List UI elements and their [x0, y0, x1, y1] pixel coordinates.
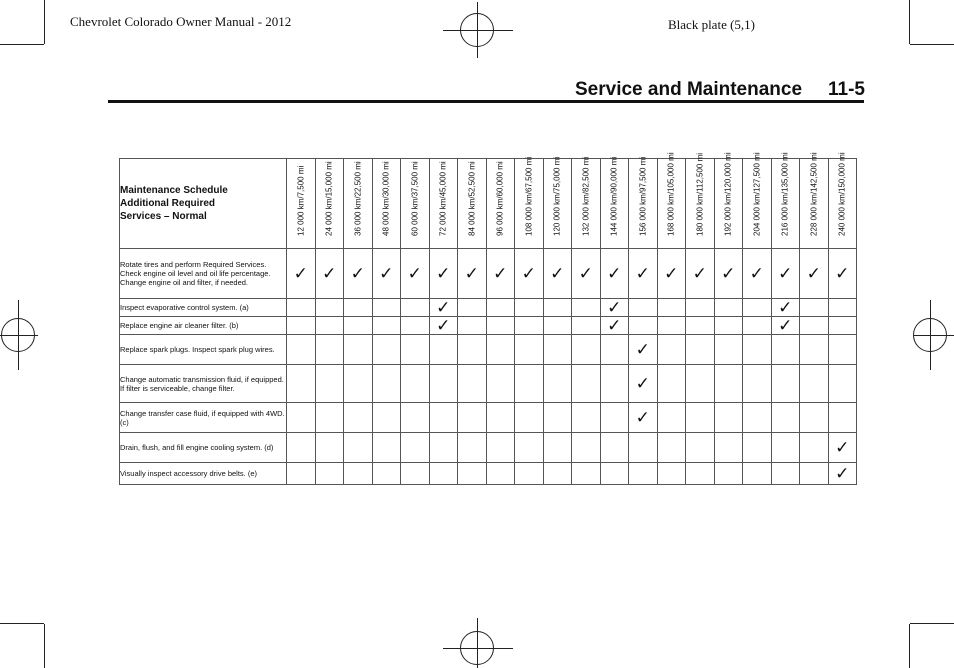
check-mark-icon: ✓ — [664, 264, 679, 283]
schedule-cell — [543, 249, 572, 299]
schedule-cell — [344, 299, 373, 317]
schedule-cell — [828, 317, 857, 335]
schedule-cell — [800, 335, 829, 365]
check-mark-icon: ✓ — [806, 264, 821, 283]
schedule-cell — [429, 365, 458, 403]
check-mark-icon: ✓ — [578, 264, 593, 283]
schedule-cell — [287, 463, 316, 485]
interval-label: 24 000 km/15,000 mi — [324, 161, 334, 236]
schedule-cell — [372, 249, 401, 299]
schedule-cell — [686, 463, 715, 485]
schedule-cell — [458, 299, 487, 317]
schedule-cell — [401, 433, 430, 463]
check-mark-icon: ✓ — [464, 264, 479, 283]
manual-title: Chevrolet Colorado Owner Manual - 2012 — [70, 14, 292, 29]
schedule-cell — [458, 403, 487, 433]
schedule-cell — [344, 463, 373, 485]
schedule-cell — [600, 249, 629, 299]
interval-header — [771, 152, 800, 249]
schedule-cell — [515, 335, 544, 365]
interval-header — [458, 159, 487, 249]
schedule-cell — [315, 403, 344, 433]
interval-header — [629, 156, 658, 249]
schedule-cell — [657, 317, 686, 335]
check-mark-icon: ✓ — [749, 264, 764, 283]
schedule-cell — [543, 463, 572, 485]
check-mark-icon: ✓ — [379, 264, 394, 283]
schedule-cell — [515, 299, 544, 317]
schedule-cell — [743, 365, 772, 403]
schedule-cell — [686, 365, 715, 403]
schedule-cell — [714, 317, 743, 335]
check-mark-icon: ✓ — [436, 316, 451, 335]
schedule-cell — [828, 299, 857, 317]
schedule-cell — [629, 403, 658, 433]
crop-mark — [44, 0, 45, 44]
schedule-cell — [543, 299, 572, 317]
schedule-cell — [771, 335, 800, 365]
interval-label: 156 000 km/97,500 mi — [638, 156, 648, 236]
interval-label: 96 000 km/60,000 mi — [495, 161, 505, 236]
interval-header — [515, 156, 544, 249]
check-mark-icon: ✓ — [692, 264, 707, 283]
schedule-cell — [572, 365, 601, 403]
schedule-cell — [828, 433, 857, 463]
interval-label: 180 000 km/112,500 mi — [695, 152, 705, 236]
interval-label: 72 000 km/45,000 mi — [438, 161, 448, 236]
crop-mark — [0, 623, 44, 624]
schedule-cell — [600, 335, 629, 365]
schedule-cell — [800, 249, 829, 299]
schedule-cell — [372, 463, 401, 485]
schedule-cell — [714, 249, 743, 299]
schedule-cell — [600, 365, 629, 403]
schedule-cell — [543, 403, 572, 433]
schedule-cell — [686, 403, 715, 433]
schedule-cell — [515, 249, 544, 299]
crop-mark — [910, 623, 954, 624]
schedule-cell — [743, 335, 772, 365]
schedule-cell — [287, 403, 316, 433]
schedule-cell — [771, 317, 800, 335]
schedule-cell — [401, 403, 430, 433]
interval-label: 36 000 km/22,500 mi — [353, 161, 363, 236]
schedule-cell — [315, 463, 344, 485]
schedule-cell — [714, 335, 743, 365]
schedule-cell — [629, 433, 658, 463]
schedule-cell — [515, 317, 544, 335]
interval-header — [600, 156, 629, 249]
crop-mark — [910, 44, 954, 45]
check-mark-icon: ✓ — [436, 264, 451, 283]
interval-label: 228 000 km/142,500 mi — [809, 152, 819, 236]
service-description: Change transfer case fluid, if equipped with 4WD. (c) — [120, 403, 287, 433]
schedule-cell — [686, 249, 715, 299]
schedule-cell — [600, 433, 629, 463]
table-row — [120, 365, 857, 403]
schedule-cell — [572, 403, 601, 433]
schedule-cell — [572, 249, 601, 299]
interval-header — [686, 152, 715, 249]
table-row — [120, 463, 857, 485]
plate-label: Black plate (5,1) — [668, 17, 755, 32]
check-mark-icon: ✓ — [635, 374, 650, 393]
interval-header — [486, 159, 515, 249]
interval-label: 192 000 km/120,000 mi — [723, 152, 733, 236]
corner-line: Services – Normal — [120, 211, 207, 222]
table-corner-heading — [120, 159, 287, 249]
service-description: Inspect evaporative control system. (a) — [120, 299, 287, 317]
schedule-cell — [429, 433, 458, 463]
schedule-cell — [771, 403, 800, 433]
schedule-cell — [771, 299, 800, 317]
schedule-cell — [344, 317, 373, 335]
schedule-cell — [686, 335, 715, 365]
schedule-cell — [486, 433, 515, 463]
interval-header — [401, 159, 430, 249]
schedule-cell — [714, 365, 743, 403]
table-row — [120, 433, 857, 463]
schedule-cell — [600, 403, 629, 433]
schedule-cell — [344, 365, 373, 403]
schedule-cell — [629, 249, 658, 299]
schedule-cell — [572, 335, 601, 365]
interval-label: 216 000 km/135,000 mi — [780, 152, 790, 236]
check-mark-icon: ✓ — [436, 298, 451, 317]
schedule-cell — [629, 365, 658, 403]
schedule-cell — [401, 249, 430, 299]
schedule-cell — [800, 403, 829, 433]
schedule-cell — [828, 403, 857, 433]
interval-header — [429, 159, 458, 249]
schedule-cell — [401, 335, 430, 365]
schedule-cell — [287, 433, 316, 463]
schedule-cell — [771, 249, 800, 299]
schedule-cell — [743, 299, 772, 317]
interval-label: 84 000 km/52,500 mi — [467, 161, 477, 236]
schedule-cell — [372, 299, 401, 317]
schedule-cell — [800, 365, 829, 403]
schedule-cell — [714, 403, 743, 433]
interval-label: 144 000 km/90,000 mi — [609, 156, 619, 236]
schedule-cell — [600, 317, 629, 335]
crop-mark — [44, 624, 45, 668]
schedule-cell — [686, 299, 715, 317]
schedule-cell — [657, 299, 686, 317]
schedule-cell — [657, 463, 686, 485]
maintenance-schedule-table — [119, 152, 857, 485]
schedule-cell — [344, 403, 373, 433]
table-row — [120, 299, 857, 317]
schedule-cell — [600, 299, 629, 317]
schedule-cell — [429, 335, 458, 365]
interval-header — [315, 159, 344, 249]
schedule-cell — [458, 433, 487, 463]
check-mark-icon: ✓ — [407, 264, 422, 283]
schedule-cell — [458, 317, 487, 335]
schedule-cell — [657, 403, 686, 433]
header-rule — [108, 100, 864, 103]
crop-mark — [0, 44, 44, 45]
schedule-cell — [657, 249, 686, 299]
schedule-cell — [287, 249, 316, 299]
corner-line: Maintenance Schedule — [120, 185, 228, 196]
service-description: Drain, flush, and fill engine cooling system. (d) — [120, 433, 287, 463]
schedule-cell — [372, 317, 401, 335]
schedule-cell — [401, 299, 430, 317]
schedule-cell — [315, 249, 344, 299]
interval-label: 204 000 km/127,500 mi — [752, 152, 762, 236]
crop-mark — [909, 0, 910, 44]
schedule-cell — [486, 317, 515, 335]
interval-header — [372, 159, 401, 249]
schedule-cell — [486, 365, 515, 403]
check-mark-icon: ✓ — [293, 264, 308, 283]
page-number: 11-5 — [828, 79, 865, 100]
interval-label: 120 000 km/75,000 mi — [552, 156, 562, 236]
table-row — [120, 403, 857, 433]
service-description: Visually inspect accessory drive belts. (e) — [120, 463, 287, 485]
schedule-cell — [458, 463, 487, 485]
schedule-cell — [800, 299, 829, 317]
schedule-cell — [315, 433, 344, 463]
schedule-cell — [771, 433, 800, 463]
interval-label: 60 000 km/37,500 mi — [410, 161, 420, 236]
check-mark-icon: ✓ — [635, 408, 650, 427]
schedule-cell — [572, 299, 601, 317]
interval-header — [800, 152, 829, 249]
check-mark-icon: ✓ — [607, 264, 622, 283]
schedule-cell — [315, 365, 344, 403]
schedule-cell — [686, 317, 715, 335]
schedule-cell — [515, 463, 544, 485]
schedule-cell — [800, 463, 829, 485]
service-description: Change automatic transmission fluid, if equipped. If filter is serviceable, change filter. — [120, 365, 287, 403]
schedule-cell — [714, 433, 743, 463]
interval-header — [657, 152, 686, 249]
interval-header — [543, 156, 572, 249]
schedule-cell — [401, 365, 430, 403]
schedule-cell — [486, 249, 515, 299]
schedule-cell — [458, 365, 487, 403]
schedule-cell — [429, 463, 458, 485]
schedule-cell — [372, 365, 401, 403]
schedule-cell — [486, 463, 515, 485]
crop-mark — [909, 624, 910, 668]
check-mark-icon: ✓ — [350, 264, 365, 283]
interval-header — [743, 152, 772, 249]
schedule-cell — [315, 299, 344, 317]
schedule-cell — [657, 365, 686, 403]
interval-label: 240 000 km/150,000 mi — [837, 152, 847, 236]
schedule-cell — [714, 463, 743, 485]
check-mark-icon: ✓ — [607, 316, 622, 335]
schedule-cell — [743, 463, 772, 485]
schedule-cell — [458, 249, 487, 299]
schedule-cell — [714, 299, 743, 317]
schedule-cell — [800, 433, 829, 463]
schedule-cell — [287, 317, 316, 335]
schedule-cell — [486, 299, 515, 317]
schedule-cell — [401, 463, 430, 485]
interval-label: 108 000 km/67,500 mi — [524, 156, 534, 236]
schedule-cell — [629, 299, 658, 317]
table-header-row — [120, 159, 857, 249]
service-description: Replace spark plugs. Inspect spark plug wires. — [120, 335, 287, 365]
schedule-cell — [743, 249, 772, 299]
corner-line: Additional Required — [120, 198, 215, 209]
schedule-cell — [572, 433, 601, 463]
schedule-cell — [372, 335, 401, 365]
schedule-cell — [315, 317, 344, 335]
interval-label: 168 000 km/105,000 mi — [666, 152, 676, 236]
interval-header — [287, 159, 316, 249]
schedule-cell — [543, 317, 572, 335]
interval-header — [714, 152, 743, 249]
check-mark-icon: ✓ — [721, 264, 736, 283]
schedule-cell — [828, 249, 857, 299]
check-mark-icon: ✓ — [835, 464, 850, 483]
check-mark-icon: ✓ — [835, 264, 850, 283]
schedule-cell — [458, 335, 487, 365]
schedule-cell — [429, 317, 458, 335]
check-mark-icon: ✓ — [521, 264, 536, 283]
table-row — [120, 317, 857, 335]
interval-label: 12 000 km/7,500 mi — [296, 165, 306, 236]
schedule-cell — [515, 433, 544, 463]
schedule-cell — [429, 249, 458, 299]
schedule-cell — [629, 335, 658, 365]
interval-label: 132 000 km/82,500 mi — [581, 156, 591, 236]
check-mark-icon: ✓ — [778, 316, 793, 335]
schedule-cell — [771, 463, 800, 485]
interval-header — [344, 159, 373, 249]
check-mark-icon: ✓ — [835, 438, 850, 457]
interval-header — [828, 152, 857, 249]
schedule-cell — [572, 317, 601, 335]
check-mark-icon: ✓ — [778, 298, 793, 317]
check-mark-icon: ✓ — [493, 264, 508, 283]
schedule-cell — [515, 365, 544, 403]
schedule-cell — [315, 335, 344, 365]
interval-label: 48 000 km/30,000 mi — [381, 161, 391, 236]
check-mark-icon: ✓ — [635, 264, 650, 283]
schedule-cell — [401, 317, 430, 335]
schedule-cell — [543, 335, 572, 365]
check-mark-icon: ✓ — [635, 340, 650, 359]
schedule-cell — [828, 335, 857, 365]
schedule-cell — [686, 433, 715, 463]
schedule-cell — [429, 299, 458, 317]
check-mark-icon: ✓ — [778, 264, 793, 283]
table-body — [120, 249, 857, 485]
schedule-cell — [800, 317, 829, 335]
schedule-cell — [743, 317, 772, 335]
schedule-cell — [600, 463, 629, 485]
interval-header — [572, 156, 601, 249]
schedule-cell — [629, 463, 658, 485]
schedule-cell — [743, 403, 772, 433]
schedule-cell — [287, 365, 316, 403]
schedule-cell — [743, 433, 772, 463]
schedule-cell — [515, 403, 544, 433]
schedule-cell — [771, 365, 800, 403]
schedule-cell — [828, 365, 857, 403]
schedule-cell — [287, 335, 316, 365]
schedule-cell — [429, 403, 458, 433]
check-mark-icon: ✓ — [550, 264, 565, 283]
table-row — [120, 335, 857, 365]
schedule-cell — [372, 433, 401, 463]
schedule-cell — [543, 433, 572, 463]
schedule-cell — [287, 299, 316, 317]
check-mark-icon: ✓ — [607, 298, 622, 317]
check-mark-icon: ✓ — [322, 264, 337, 283]
schedule-cell — [486, 335, 515, 365]
schedule-cell — [372, 403, 401, 433]
schedule-cell — [486, 403, 515, 433]
schedule-cell — [572, 463, 601, 485]
schedule-cell — [657, 335, 686, 365]
service-description: Replace engine air cleaner filter. (b) — [120, 317, 287, 335]
service-description: Rotate tires and perform Required Services. Check engine oil level and oil life percentage. Change engine oil and filter, if needed. — [120, 249, 287, 299]
schedule-cell — [344, 335, 373, 365]
schedule-cell — [543, 365, 572, 403]
schedule-cell — [657, 433, 686, 463]
schedule-cell — [828, 463, 857, 485]
schedule-cell — [344, 433, 373, 463]
table-row — [120, 249, 857, 299]
schedule-cell — [344, 249, 373, 299]
schedule-cell — [629, 317, 658, 335]
section-title: Service and Maintenance — [575, 79, 803, 100]
